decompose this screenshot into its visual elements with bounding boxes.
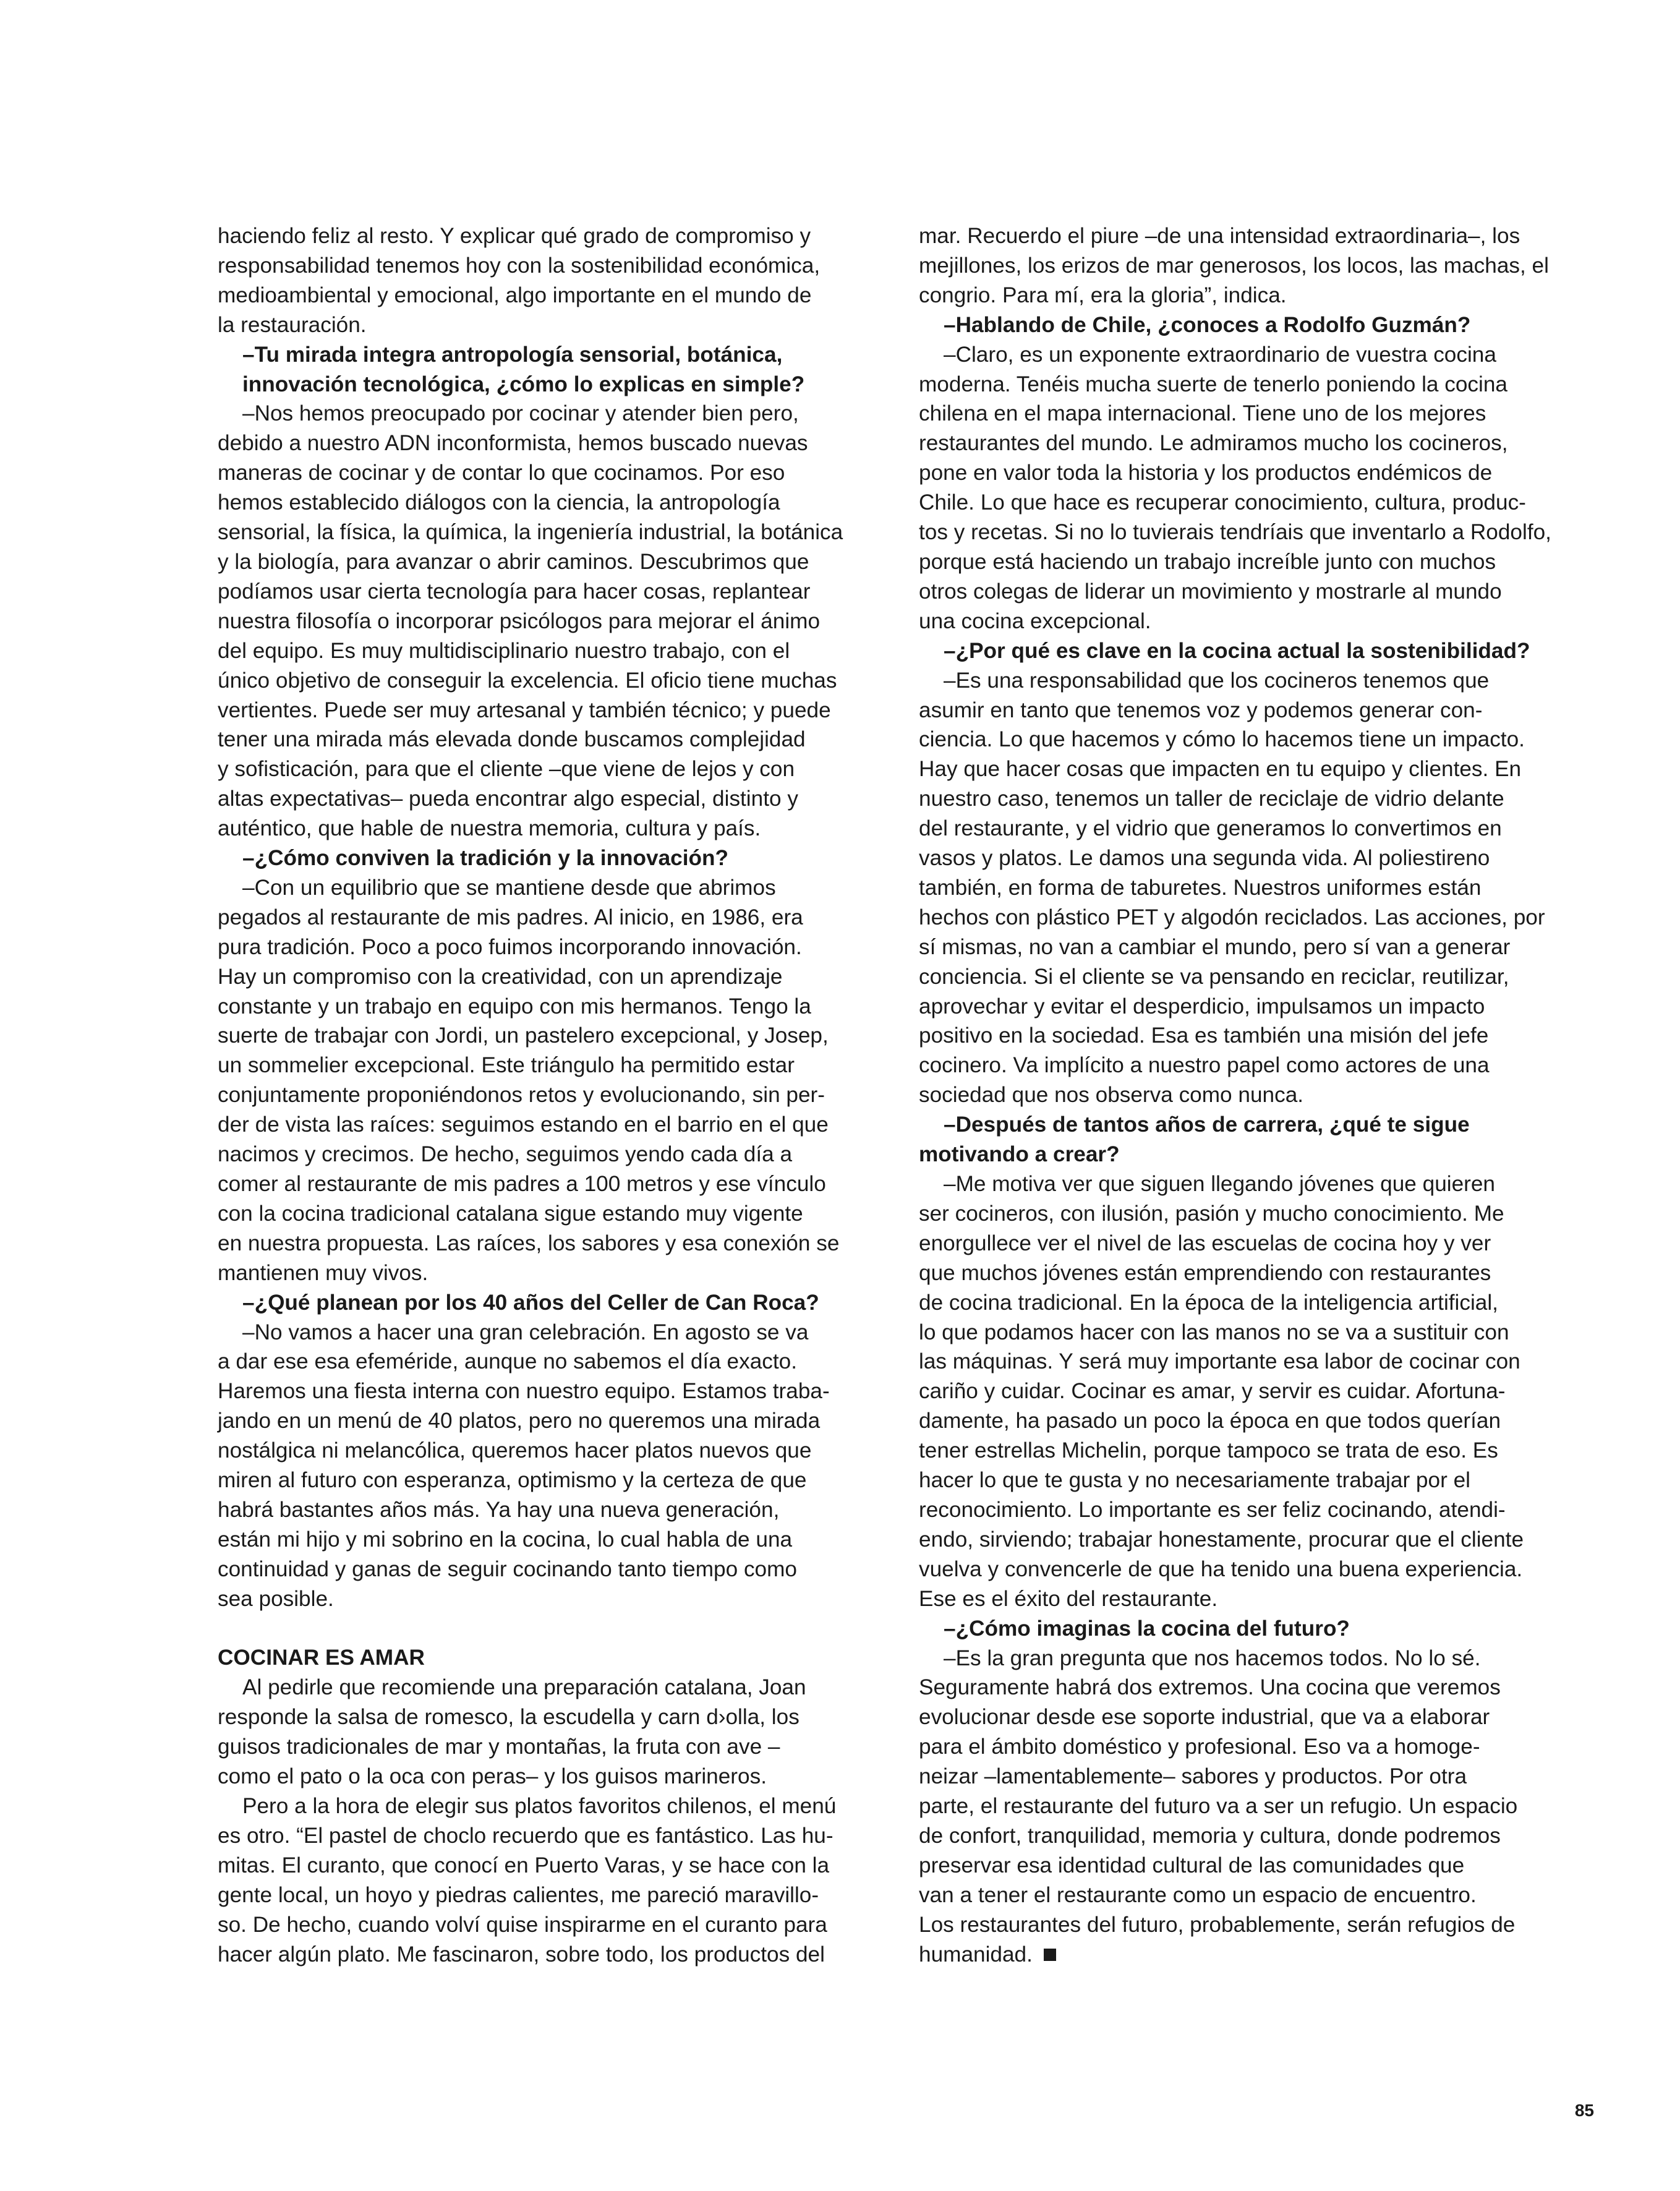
- text-line: nuestra filosofía o incorporar psicólogos para mejorar el ánimo: [218, 609, 821, 633]
- text-line: endo, sirviendo; trabajar honestamente, procurar que el cliente: [919, 1527, 1524, 1552]
- text-line: –¿Por qué es clave en la cocina actual la sostenibilidad?: [944, 638, 1530, 663]
- text-line: la restauración.: [218, 312, 367, 337]
- text-line: –¿Cómo imaginas la cocina del futuro?: [944, 1616, 1350, 1641]
- text-line: enorgullece ver el nivel de las escuelas de cocina hoy y ver: [919, 1231, 1491, 1255]
- answer-tradition-innovation: [218, 873, 883, 1288]
- text-line: en nuestra propuesta. Las raíces, los sabores y esa conexión se: [218, 1231, 840, 1255]
- intro-paragraph: [218, 221, 883, 340]
- text-line: sensorial, la física, la química, la ingeniería industrial, la botánica: [218, 520, 843, 545]
- text-line: hechos con plástico PET y algodón reciclados. Las acciones, por: [919, 905, 1545, 929]
- page-number: 85: [1574, 2101, 1594, 2120]
- text-line: aprovechar y evitar el desperdicio, impulsamos un impacto: [919, 994, 1485, 1019]
- answer-sensory-anthropology: [218, 399, 883, 844]
- text-line: para el ámbito doméstico y profesional. Eso va a homoge-: [919, 1735, 1480, 1759]
- text-line: Al pedirle que recomiende una preparación catalana, Joan: [242, 1675, 806, 1700]
- text-line: –Tu mirada integra antropología sensorial, botánica,: [242, 342, 783, 367]
- question-sustainability: [919, 636, 1584, 666]
- text-line: guisos tradicionales de mar y montañas, la fruta con ave –: [218, 1735, 780, 1759]
- text-line: responsabilidad tenemos hoy con la sostenibilidad económica,: [218, 253, 821, 278]
- chilean-dishes-paragraph: [218, 1792, 883, 1969]
- text-line: podíamos usar cierta tecnología para hacer cosas, replantear: [218, 579, 811, 604]
- text-line: de confort, tranquilidad, memoria y cultura, donde podremos: [919, 1823, 1501, 1848]
- text-line: cocinero. Va implícito a nuestro papel como actores de una: [919, 1053, 1490, 1078]
- text-line: –Me motiva ver que siguen llegando jóvenes que quieren: [944, 1172, 1496, 1196]
- text-line: lo que podamos hacer con las manos no se va a sustituir con: [919, 1320, 1509, 1344]
- text-line: medioambiental y emocional, algo importante en el mundo de: [218, 283, 812, 307]
- text-line: constante y un trabajo en equipo con mis hermanos. Tengo la: [218, 994, 811, 1019]
- text-line: que muchos jóvenes están emprendiendo con restaurantes: [919, 1260, 1491, 1285]
- text-line: –Claro, es un exponente extraordinario de vuestra cocina: [944, 342, 1496, 367]
- text-line: mantienen muy vivos.: [218, 1260, 429, 1285]
- text-line: sociedad que nos observa como nunca.: [919, 1083, 1304, 1108]
- text-line: –Nos hemos preocupado por cocinar y atender bien pero,: [242, 401, 799, 426]
- question-tradition-innovation: [218, 844, 883, 873]
- text-line: Chile. Lo que hace es recuperar conocimiento, cultura, produc-: [919, 490, 1526, 515]
- text-line: auténtico, que hable de nuestra memoria, cultura y país.: [218, 816, 761, 841]
- text-line: humanidad.: [919, 1940, 1584, 1970]
- text-line: hemos establecido diálogos con la ciencia, la antropología: [218, 490, 780, 515]
- text-line: del equipo. Es muy multidisciplinario nuestro trabajo, con el: [218, 638, 790, 663]
- left-column: [218, 221, 883, 1969]
- text-line: nacimos y crecimos. De hecho, seguimos yendo cada día a: [218, 1142, 793, 1167]
- text-line: Ese es el éxito del restaurante.: [919, 1586, 1218, 1611]
- text-line: y sofisticación, para que el cliente –que viene de lejos y con: [218, 757, 795, 782]
- question-rodolfo-guzman: [919, 310, 1584, 340]
- text-line: vasos y platos. Le damos una segunda vida. Al poliestireno: [919, 846, 1490, 871]
- text-line: so. De hecho, cuando volví quise inspirarme en el curanto para: [218, 1912, 827, 1937]
- text-line: sea posible.: [218, 1586, 334, 1611]
- text-line: parte, el restaurante del futuro va a ser un refugio. Un espacio: [919, 1794, 1518, 1819]
- text-line: tener una mirada más elevada donde buscamos complejidad: [218, 727, 806, 752]
- text-line: hacer lo que te gusta y no necesariamente trabajar por el: [919, 1468, 1470, 1493]
- text-line: las máquinas. Y será muy importante esa labor de cocinar con: [919, 1349, 1520, 1374]
- catalan-dishes-paragraph: [218, 1673, 883, 1792]
- text-line: hacer algún plato. Me fascinaron, sobre todo, los productos del: [218, 1942, 825, 1967]
- text-line: un sommelier excepcional. Este triángulo ha permitido estar: [218, 1053, 795, 1078]
- text-line: haciendo feliz al resto. Y explicar qué grado de compromiso y: [218, 224, 811, 248]
- text-line: mejillones, los erizos de mar generosos, los locos, las machas, el: [919, 253, 1549, 278]
- text-line: también, en forma de taburetes. Nuestros uniformes están: [919, 875, 1482, 900]
- text-line: comer al restaurante de mis padres a 100 metros y ese vínculo: [218, 1172, 826, 1196]
- chilean-dishes-continued: [919, 221, 1584, 310]
- text-line: mitas. El curanto, que conocí en Puerto Varas, y se hace con la: [218, 1853, 830, 1877]
- text-line: nuestro caso, tenemos un taller de reciclaje de vidrio delante: [919, 787, 1504, 811]
- text-line: debido a nuestro ADN inconformista, hemos buscado nuevas: [218, 431, 808, 456]
- text-line: una cocina excepcional.: [919, 609, 1151, 633]
- text-line: maneras de cocinar y de contar lo que cocinamos. Por eso: [218, 461, 785, 485]
- end-of-article-mark: [1044, 1949, 1056, 1961]
- text-line: –Es una responsabilidad que los cocineros tenemos que: [944, 668, 1490, 693]
- text-line: ser cocineros, con ilusión, pasión y mucho conocimiento. Me: [919, 1201, 1504, 1226]
- text-line: –Hablando de Chile, ¿conoces a Rodolfo Guzmán?: [944, 312, 1471, 337]
- answer-motivation: [919, 1169, 1584, 1614]
- answer-rodolfo-guzman: [919, 340, 1584, 636]
- text-line: Hay que hacer cosas que impacten en tu equipo y clientes. En: [919, 757, 1522, 782]
- text-line: miren al futuro con esperanza, optimismo y la certeza de que: [218, 1468, 807, 1493]
- text-line: tener estrellas Michelin, porque tampoco se trata de eso. Es: [919, 1438, 1498, 1463]
- text-line: ciencia. Lo que hacemos y cómo lo hacemos tiene un impacto.: [919, 727, 1525, 752]
- text-line: como el pato o la oca con peras– y los guisos marineros.: [218, 1764, 767, 1789]
- text-line: continuidad y ganas de seguir cocinando tanto tiempo como: [218, 1557, 797, 1581]
- text-line: con la cocina tradicional catalana sigue estando muy vigente: [218, 1201, 803, 1226]
- question-sensory-anthropology: [218, 340, 883, 399]
- text-line: asumir en tanto que tenemos voz y podemos generar con-: [919, 698, 1483, 722]
- text-line: sí mismas, no van a cambiar el mundo, pero sí van a generar: [919, 934, 1511, 959]
- text-line: pone en valor toda la historia y los productos endémicos de: [919, 461, 1493, 485]
- text-line: Los restaurantes del futuro, probablemente, serán refugios de: [919, 1912, 1516, 1937]
- text-line: damente, ha pasado un poco la época en que todos querían: [919, 1409, 1501, 1433]
- text-line: moderna. Tenéis mucha suerte de tenerlo poniendo la cocina: [919, 372, 1507, 396]
- text-line: –Con un equilibrio que se mantiene desde que abrimos: [242, 875, 776, 900]
- text-line: Pero a la hora de elegir sus platos favoritos chilenos, el menú: [242, 1794, 837, 1819]
- text-line: –No vamos a hacer una gran celebración. En agosto se va: [242, 1320, 809, 1344]
- text-line: reconocimiento. Lo importante es ser feliz cocinando, atendi-: [919, 1497, 1506, 1522]
- text-line: es otro. “El pastel de choclo recuerdo que es fantástico. Las hu-: [218, 1823, 834, 1848]
- answer-sustainability: [919, 666, 1584, 1111]
- text-line: motivando a crear?: [919, 1142, 1120, 1167]
- text-line: conjuntamente proponiéndonos retos y evolucionando, sin per-: [218, 1083, 825, 1108]
- text-line: restaurantes del mundo. Le admiramos mucho los cocineros,: [919, 431, 1508, 456]
- text-line: a dar ese esa efeméride, aunque no sabemos el día exacto.: [218, 1349, 797, 1374]
- text-line: der de vista las raíces: seguimos estando en el barrio en el que: [218, 1113, 829, 1137]
- answer-40-years: [218, 1318, 883, 1614]
- text-line: porque está haciendo un trabajo increíble junto con muchos: [919, 549, 1496, 574]
- text-line: –¿Qué planean por los 40 años del Celler de Can Roca?: [242, 1290, 819, 1315]
- text-line: y la biología, para avanzar o abrir caminos. Descubrimos que: [218, 549, 809, 574]
- text-line: evolucionar desde ese soporte industrial, que va a elaborar: [919, 1705, 1490, 1730]
- text-line: Seguramente habrá dos extremos. Una cocina que veremos: [919, 1675, 1501, 1700]
- text-line: gente local, un hoyo y piedras calientes, me pareció maravillo-: [218, 1882, 819, 1907]
- text-line: otros colegas de liderar un movimiento y mostrarle al mundo: [919, 579, 1502, 604]
- text-line: vertientes. Puede ser muy artesanal y también técnico; y puede: [218, 698, 831, 722]
- text-line: tos y recetas. Si no lo tuvierais tendríais que inventarlo a Rodolfo,: [919, 520, 1551, 545]
- text-line: innovación tecnológica, ¿cómo lo explicas en simple?: [242, 372, 805, 396]
- text-line: preservar esa identidad cultural de las comunidades que: [919, 1853, 1465, 1877]
- text-line: suerte de trabajar con Jordi, un pastelero excepcional, y Josep,: [218, 1023, 829, 1048]
- text-line: congrio. Para mí, era la gloria”, indica.: [919, 283, 1287, 307]
- text-line: –¿Cómo conviven la tradición y la innovación?: [242, 846, 729, 871]
- text-line: –Es la gran pregunta que nos hacemos todos. No lo sé.: [944, 1646, 1481, 1670]
- text-line: pegados al restaurante de mis padres. Al inicio, en 1986, era: [218, 905, 803, 929]
- text-line: vuelva y convencerle de que ha tenido una buena experiencia.: [919, 1557, 1523, 1581]
- text-line: habrá bastantes años más. Ya hay una nueva generación,: [218, 1497, 780, 1522]
- text-line: positivo en la sociedad. Esa es también una misión del jefe: [919, 1023, 1489, 1048]
- text-line: están mi hijo y mi sobrino en la cocina, lo cual habla de una: [218, 1527, 793, 1552]
- section-spacer: [218, 1614, 883, 1644]
- section-heading: COCINAR ES AMAR: [218, 1646, 425, 1670]
- text-line: neizar –lamentablemente– sabores y productos. Por otra: [919, 1764, 1467, 1789]
- text-line: del restaurante, y el vidrio que generamos lo convertimos en: [919, 816, 1502, 841]
- text-line: nostálgica ni melancólica, queremos hacer platos nuevos que: [218, 1438, 812, 1463]
- right-column: [919, 221, 1584, 1969]
- text-line: de cocina tradicional. En la época de la inteligencia artificial,: [919, 1290, 1498, 1315]
- question-future-cuisine: [919, 1614, 1584, 1644]
- text-line: altas expectativas– pueda encontrar algo especial, distinto y: [218, 787, 798, 811]
- text-line: –Después de tantos años de carrera, ¿qué te sigue: [944, 1113, 1470, 1137]
- text-line: Haremos una fiesta interna con nuestro equipo. Estamos traba-: [218, 1379, 830, 1404]
- text-line: cariño y cuidar. Cocinar es amar, y servir es cuidar. Afortuna-: [919, 1379, 1506, 1404]
- text-line: conciencia. Si el cliente se va pensando en reciclar, reutilizar,: [919, 964, 1509, 989]
- text-line: jando en un menú de 40 platos, pero no queremos una mirada: [218, 1409, 821, 1433]
- text-line: mar. Recuerdo el piure –de una intensidad extraordinaria–, los: [919, 224, 1520, 248]
- text-line: Hay un compromiso con la creatividad, con un aprendizaje: [218, 964, 783, 989]
- text-line: pura tradición. Poco a poco fuimos incorporando innovación.: [218, 934, 802, 959]
- text-line: responde la salsa de romesco, la escudella y carn d›olla, los: [218, 1705, 799, 1730]
- question-motivation: [919, 1110, 1584, 1169]
- text-line: chilena en el mapa internacional. Tiene uno de los mejores: [919, 401, 1486, 426]
- answer-future-cuisine: [919, 1644, 1584, 1970]
- text-line: único objetivo de conseguir la excelencia. El oficio tiene muchas: [218, 668, 837, 693]
- question-40-years: [218, 1288, 883, 1318]
- text-line: van a tener el restaurante como un espacio de encuentro.: [919, 1882, 1477, 1907]
